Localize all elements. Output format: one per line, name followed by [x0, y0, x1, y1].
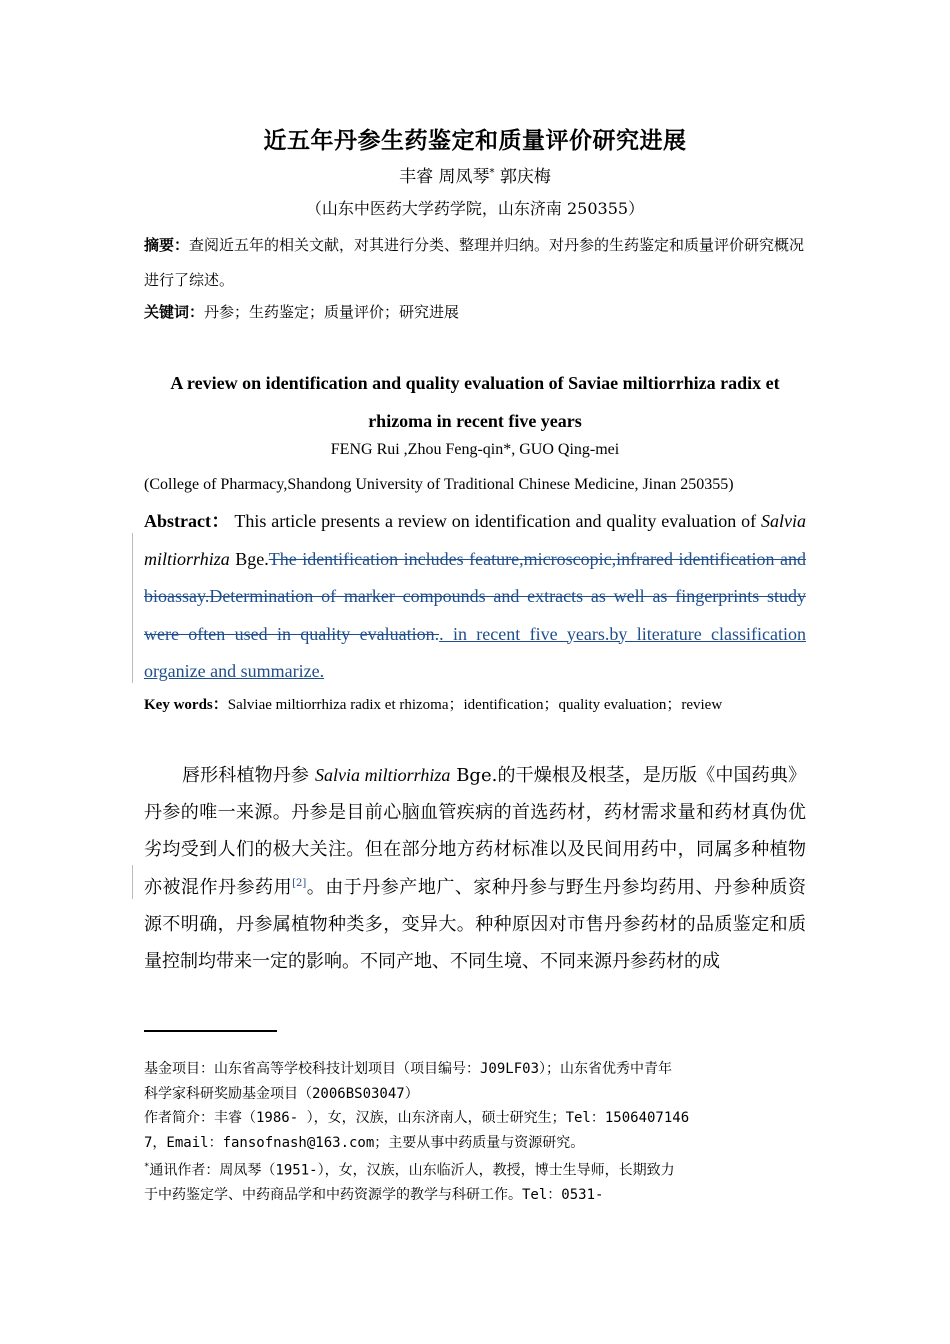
authors-en: FENG Rui ,Zhou Feng-qin*, GUO Qing-mei — [330, 441, 620, 458]
abstract-en-bge: Bge. — [229, 548, 269, 569]
citation-link[interactable]: [2] — [292, 877, 307, 889]
abstract-cn — [144, 228, 806, 298]
tracked-deletion: The identification includes feature,microscopic,infrared identification and bioassay.Determination of marker compounds and extracts as well as fingerprints study were often used in quality evaluation. — [144, 548, 806, 644]
body-text-mid: Bge.的干燥根及根茎，是历版《中国药典》丹参的唯一来源。丹参是目前心脑血管疾病的首选药材，药材需求量和药材真伪优劣均受到人们的极大关注。但在部分地方药材标准以及民间用药中，同属多种植物亦被混作丹参药用 — [144, 765, 806, 898]
footnote-author-line1: 作者简介：丰睿（1986- ），女，汉族，山东济南人，硕士研究生；Tel：1506407146 — [144, 1110, 690, 1126]
keywords-en-text: Salviae miltiorrhiza radix et rhizoma；identification；quality evaluation；review — [227, 697, 723, 713]
keywords-cn-text: 丹参；生药鉴定；质量评价；研究进展 — [204, 303, 460, 321]
body-text-start: 唇形科植物丹参 — [182, 765, 315, 786]
footnote-corr-line2: 于中药鉴定学、中药商品学和中药资源学的教学与科研工作。Tel：0531- — [144, 1187, 604, 1204]
tracked-insertion: . in recent five years.by literature classification organize and summarize. — [144, 623, 806, 681]
paper-title-cn: 近五年丹参生药鉴定和质量评价研究进展 — [263, 127, 687, 154]
authors-cn-last: 郭庆梅 — [494, 167, 551, 187]
footnote-separator — [144, 1030, 277, 1032]
affiliation-en: (College of Pharmacy,Shandong University of Traditional Chinese Medicine, Jinan 250355) — [144, 476, 734, 493]
footnote-fund-line1: 基金项目：山东省高等学校科技计划项目（项目编号：J09LF03）；山东省优秀中青年 — [144, 1061, 672, 1077]
authors-cn — [144, 162, 806, 187]
body-paragraph — [144, 757, 806, 980]
keywords-cn-label: 关键词： — [144, 303, 205, 321]
keywords-en-label: Key words： — [144, 697, 228, 713]
corresponding-mark: * — [489, 167, 495, 179]
footnotes — [144, 1057, 784, 1208]
abstract-en — [144, 503, 806, 691]
footnote-corr-text: 通讯作者：周凤琴（1951-），女，汉族，山东临沂人，教授，博士生导师，长期致力 — [149, 1162, 675, 1179]
abstract-en-lead: This article presents a review on identification and quality evaluation of — [229, 511, 762, 531]
revision-change-bar-body — [132, 865, 133, 899]
footnote-author-line2: 7，Email：fansofnash@163.com；主要从事中药质量与资源研究。 — [144, 1134, 585, 1151]
footnote-fund-line2: 科学家科研奖励基金项目（2006BS03047） — [144, 1085, 419, 1102]
abstract-en-species: Salvia miltiorrhiza — [144, 511, 807, 569]
footnote-corr-mark: * — [144, 1162, 150, 1172]
abstract-cn-label: 摘要： — [144, 236, 190, 254]
affiliation-cn: （山东中医药大学药学院，山东济南 250355） — [305, 199, 645, 218]
keywords-en — [144, 693, 806, 714]
body-text-end: 。由于丹参产地广、家种丹参与野生丹参均药用、丹参种质资源不明确，丹参属植物种类多，变异大。种种原因对市售丹参药材的品质鉴定和质量控制均带来一定的影响。不同产地、不同生境、不同来源丹参药材的成 — [144, 876, 807, 973]
keywords-cn — [144, 297, 806, 327]
paper-title-en: A review on identification and quality evaluation of Saviae miltiorrhiza radix et rhizoma in recent five years — [170, 373, 780, 431]
footnote-corr-line1 — [144, 1155, 784, 1183]
revision-change-bar — [132, 533, 133, 683]
abstract-en-label: Abstract： — [144, 511, 230, 531]
authors-cn-names: 丰睿 周凤琴 — [399, 167, 490, 187]
body-species: Salvia miltiorrhiza — [314, 765, 451, 785]
abstract-cn-text: 查阅近五年的相关文献，对其进行分类、整理并归纳。对丹参的生药鉴定和质量评价研究概况进行了综述。 — [144, 236, 805, 289]
